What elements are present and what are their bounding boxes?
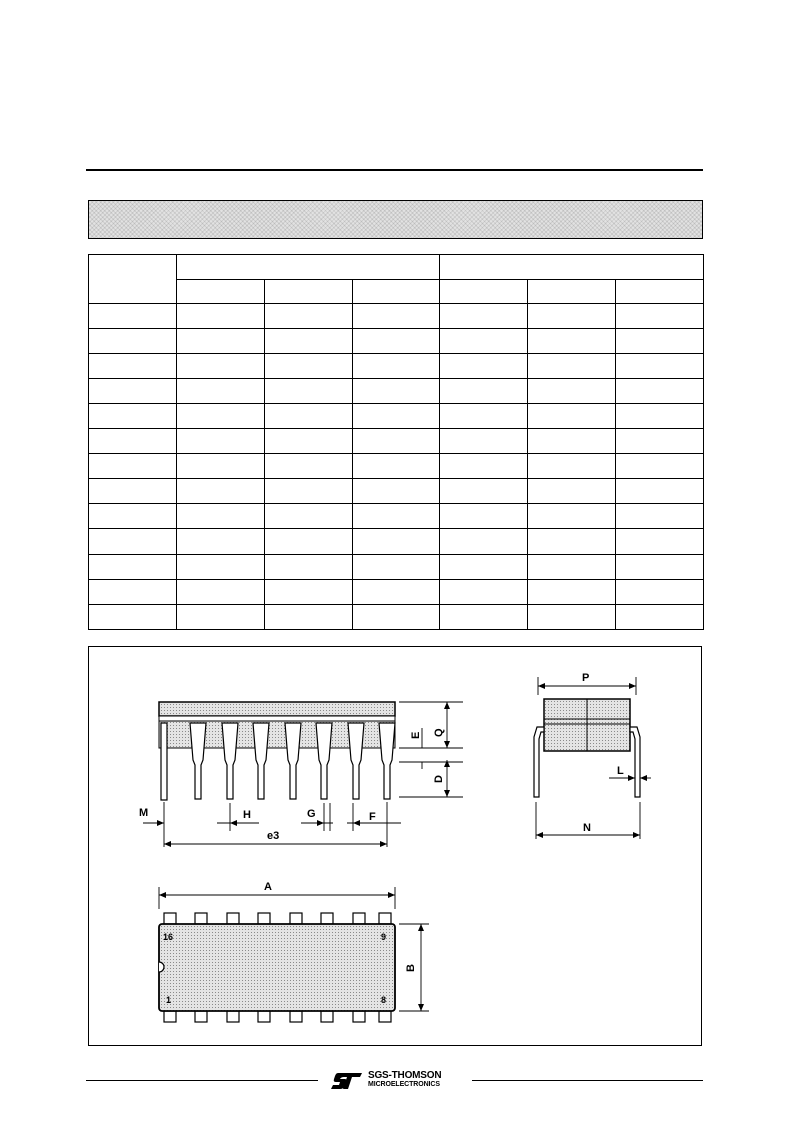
table-cell — [353, 454, 440, 479]
top-view — [159, 881, 429, 1022]
footer-rule-right — [472, 1080, 703, 1081]
table-row — [89, 378, 704, 403]
table-cell — [528, 353, 616, 378]
label-P: P — [582, 672, 590, 684]
table-cell — [528, 378, 616, 403]
table-cell — [89, 403, 177, 428]
table-cell — [89, 454, 177, 479]
logo-company-name: SGS-THOMSON — [368, 1070, 442, 1081]
label-B: B — [405, 964, 417, 972]
table-row — [89, 428, 704, 453]
table-cell — [177, 529, 265, 554]
table-cell — [440, 353, 528, 378]
table-cell — [265, 353, 353, 378]
table-cell — [89, 329, 177, 353]
label-M: M — [139, 807, 149, 819]
table-cell — [177, 454, 265, 479]
table-cell — [616, 579, 704, 604]
table-cell — [440, 529, 528, 554]
table-cell — [265, 329, 353, 353]
table-row — [89, 604, 704, 629]
table-cell — [440, 579, 528, 604]
header-cell — [177, 280, 265, 304]
table-cell — [89, 479, 177, 504]
header-cell — [440, 280, 528, 304]
table-cell — [528, 504, 616, 529]
table-cell — [528, 529, 616, 554]
table-cell — [528, 403, 616, 428]
table-cell — [265, 378, 353, 403]
table-row — [89, 529, 704, 554]
table-cell — [265, 428, 353, 453]
table-cell — [528, 554, 616, 579]
table-cell — [177, 504, 265, 529]
table-cell — [353, 529, 440, 554]
table-cell — [89, 579, 177, 604]
table-cell — [89, 554, 177, 579]
label-Q: Q — [433, 728, 445, 737]
table-cell — [616, 529, 704, 554]
table-cell — [353, 428, 440, 453]
pin-label-8: 8 — [381, 995, 387, 1005]
table-cell — [528, 604, 616, 629]
table-cell — [353, 304, 440, 329]
table-cell — [440, 554, 528, 579]
table-cell — [616, 353, 704, 378]
table-cell — [616, 504, 704, 529]
package-drawing — [88, 646, 702, 1046]
table-cell — [353, 378, 440, 403]
footer-rule-left — [86, 1080, 318, 1081]
table-cell — [177, 479, 265, 504]
table-cell — [177, 604, 265, 629]
table-cell — [353, 554, 440, 579]
label-L: L — [617, 765, 624, 777]
label-N: N — [583, 822, 591, 834]
table-cell — [616, 604, 704, 629]
pin-label-9: 9 — [381, 932, 387, 942]
table-cell — [440, 504, 528, 529]
table-cell — [616, 428, 704, 453]
table-cell — [177, 378, 265, 403]
table-cell — [177, 403, 265, 428]
table-cell — [89, 428, 177, 453]
header-cell-group — [177, 255, 440, 280]
table-row — [89, 329, 704, 353]
table-cell — [616, 454, 704, 479]
table-cell — [265, 554, 353, 579]
table-cell — [265, 454, 353, 479]
table-cell — [440, 304, 528, 329]
table-cell — [616, 554, 704, 579]
st-logo-icon — [330, 1072, 364, 1090]
label-D: D — [433, 775, 445, 783]
table-row — [89, 554, 704, 579]
table-cell — [353, 504, 440, 529]
table-subheader-row — [89, 280, 704, 304]
table-cell — [89, 529, 177, 554]
pin-label-1: 1 — [166, 995, 172, 1005]
table-cell — [440, 454, 528, 479]
table-cell — [265, 529, 353, 554]
table-cell — [528, 329, 616, 353]
table-cell — [440, 378, 528, 403]
table-cell — [353, 353, 440, 378]
logo-company-subtitle: MICROELECTRONICS — [368, 1081, 440, 1088]
end-view — [534, 672, 651, 839]
label-G: G — [307, 808, 316, 820]
label-E: E — [410, 731, 422, 739]
table-cell — [353, 479, 440, 504]
table-cell — [177, 579, 265, 604]
table-cell — [616, 304, 704, 329]
table-cell — [265, 403, 353, 428]
table-cell — [616, 479, 704, 504]
label-F: F — [369, 811, 376, 823]
table-cell — [440, 479, 528, 504]
table-cell — [265, 579, 353, 604]
table-cell — [89, 604, 177, 629]
table-cell — [528, 428, 616, 453]
table-cell — [177, 554, 265, 579]
header-rule — [86, 169, 703, 171]
table-cell — [440, 604, 528, 629]
table-cell — [265, 479, 353, 504]
label-H: H — [243, 809, 251, 821]
table-row — [89, 304, 704, 329]
header-cell-group — [440, 255, 704, 280]
table-row — [89, 353, 704, 378]
table-cell — [528, 479, 616, 504]
table-cell — [177, 329, 265, 353]
table-cell — [89, 504, 177, 529]
table-cell — [177, 353, 265, 378]
table-cell — [616, 403, 704, 428]
table-cell — [89, 304, 177, 329]
table-cell — [265, 304, 353, 329]
table-header-row — [89, 255, 704, 280]
table-row — [89, 579, 704, 604]
table-cell — [89, 353, 177, 378]
label-e3: e3 — [267, 830, 280, 842]
header-cell — [265, 280, 353, 304]
table-row — [89, 403, 704, 428]
table-cell — [177, 428, 265, 453]
pin-label-16: 16 — [163, 932, 174, 942]
table-cell — [440, 428, 528, 453]
table-title-band — [88, 200, 703, 239]
table-cell — [440, 403, 528, 428]
table-cell — [616, 329, 704, 353]
table-cell — [177, 304, 265, 329]
header-cell — [353, 280, 440, 304]
dimensions-table — [88, 254, 704, 630]
header-cell — [528, 280, 616, 304]
table-cell — [353, 579, 440, 604]
table-cell — [528, 454, 616, 479]
table-cell — [265, 504, 353, 529]
table-cell — [89, 378, 177, 403]
table-row — [89, 454, 704, 479]
company-logo — [330, 1070, 465, 1092]
table-cell — [353, 604, 440, 629]
table-cell — [440, 329, 528, 353]
table-row — [89, 479, 704, 504]
table-cell — [265, 604, 353, 629]
label-A: A — [264, 881, 272, 893]
table-cell — [616, 378, 704, 403]
table-cell — [353, 329, 440, 353]
table-cell — [528, 579, 616, 604]
header-cell — [616, 280, 704, 304]
header-cell-dim — [89, 255, 177, 304]
side-view — [139, 702, 463, 847]
table-cell — [528, 304, 616, 329]
table-cell — [353, 403, 440, 428]
table-row — [89, 504, 704, 529]
